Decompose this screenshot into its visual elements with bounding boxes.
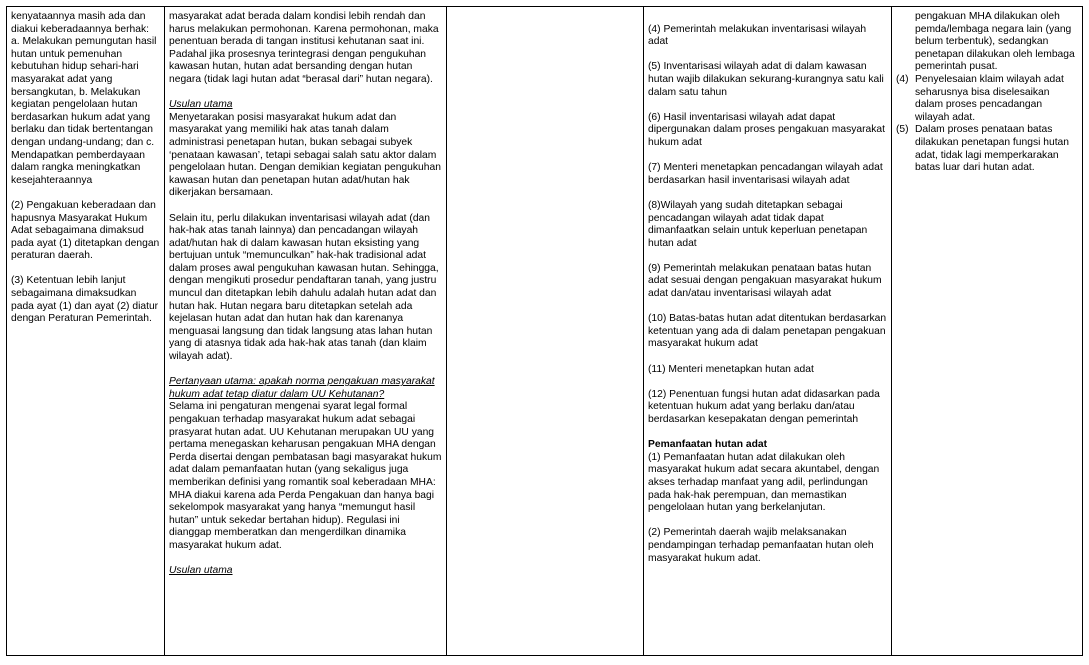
list-item: (9) Pemerintah melakukan penataan batas hutan adat sesuai dengan pengakuan masyarakat hukum adat dan/atau inventarisasi wilayah adat xyxy=(648,262,882,300)
list-item: (6) Hasil inventarisasi wilayah adat dapat dipergunakan dalam proses pengakuan masyarakat hukum adat xyxy=(648,111,885,148)
column-proposal xyxy=(644,7,892,656)
paragraph: (2) Pengakuan keberadaan dan hapusnya Masyarakat Hukum Adat sebagaimana dimaksud pada ayat (1) ditetapkan dengan peraturan daerah. xyxy=(11,199,160,262)
paragraph: Menyetarakan posisi masyarakat hukum adat dan masyarakat yang memiliki hak atas tanah dalam administrasi penetapan hutan, bukan sebagai subyek ‘penataan kawasan’, tetapi sebagai salah satu aktor dalam pengelolaan hutan. Dengan demikian kegiatan pengukuhan kawasan hutan dan penetapan hutan adat/hutan hak dikerjakan bersamaan. xyxy=(169,111,441,199)
list-item: (4) Pemerintah melakukan inventarisasi wilayah adat xyxy=(648,23,867,48)
section-heading: Usulan utama xyxy=(169,99,233,111)
section-heading: Usulan utama xyxy=(169,565,233,577)
column-current-law xyxy=(7,7,165,656)
list-item xyxy=(896,74,1078,124)
paragraph: Selain itu, perlu dilakukan inventarisasi wilayah adat (dan hak-hak atas tanah lainnya) dan pencadangan wilayah adat/hutan hak di dalam kawasan hutan eksisting yang bertujuan untuk “memunculkan” hak-hak tradisional adat dalam proses awal pengukuhan kawasan hutan. Sehingga, dengan mengikuti prosedur pendaftaran tanah, yang justru muncul dan ditetapkan lebih dahulu adalah hutan adat dan hutan hak. Hutan negara baru ditetapkan setelah ada kejelasan hutan adat dan hutan hak dan karenanya menguasai langsung dan tidak langsung atas lahan hutan yang di atasnya tidak ada hak-hak atas tanah (dan klaim wilayah adat). xyxy=(169,212,439,363)
paragraph: pengakuan MHA dilakukan oleh pemda/lembaga negara lain (yang belum terbentuk), sedangkan penetapan dilakukan oleh lembaga pemerintah pusat. xyxy=(915,11,1075,73)
list-item: (10) Batas-batas hutan adat ditentukan berdasarkan ketentuan yang ada di dalam penetapan pengakuan masyarakat hukum adat xyxy=(648,313,887,350)
list-item: (8)Wilayah yang sudah ditetapkan sebagai pencadangan wilayah adat tidak dapat dimanfaatkan selain untuk keperluan penetapan hutan adat xyxy=(648,199,868,249)
paragraph: Selama ini pengaturan mengenai syarat legal formal pengakuan terhadap masyarakat hukum adat sebagai prasyarat hutan adat. UU Kehutanan merupakan UU yang pertama menegaskan keharusan pengakuan MHA dengan Perda disertai dengan pembatasan bagi masyarakat hukum adat dalam pemanfaatan hutan (yang sekaligus juga memberikan definisi yang romantik soal keberadaan MHA: MHA diakui karena ada Perda Pengakuan dan hanya bagi sekelompok masyarakat yang hanya “memungut hasil hutan” untuk sekedar bertahan hidup). Regulasi ini dianggap memberatkan dan mengerdilkan dinamika masyarakat hukum adat. xyxy=(169,401,442,551)
list-number: (5) xyxy=(896,124,909,136)
paragraph: (3) Ketentuan lebih lanjut sebagaimana dimaksudkan pada ayat (1) dan ayat (2) diatur dengan Peraturan Pemerintah. xyxy=(11,275,159,325)
paragraph: masyarakat adat berada dalam kondisi lebih rendah dan harus melakukan permohonan. Karena permohonan, maka penentuan berada di tangan institusi kehutanan saat ini. Padahal jika prosesnya terintegrasi dengan pengukuhan kawasan hutan, hutan adat bersanding dengan hutan negara (tidak lagi hutan adat “berasal dari” hutan negara). xyxy=(169,11,439,85)
list-text: Penyelesaian klaim wilayah adat seharusnya bisa diselesaikan dalam proses pencadangan wilayah adat. xyxy=(915,73,1064,123)
list-item: (2) Pemerintah daerah wajib melaksanakan pendampingan terhadap pemanfaatan hutan oleh masyarakat hukum adat. xyxy=(648,527,874,564)
table-row xyxy=(7,7,1083,656)
numbered-list xyxy=(896,74,1078,175)
column-empty xyxy=(447,7,644,656)
list-item: (7) Menteri menetapkan pencadangan wilayah adat berdasarkan hasil inventarisasi wilayah adat xyxy=(648,162,883,186)
paragraph: kenyataannya masih ada dan diakui keberadaannya berhak: a. Melakukan pemungutan hasil hutan untuk pemenuhan kebutuhan hidup sehari-hari masyarakat adat yang bersangkutan, b. Melakukan kegiatan pengelolaan hutan berdasarkan hukum adat yang berlaku dan tidak bertentangan dengan undang-undang; dan c. Mendapatkan pemberdayaan dalam rangka meningkatkan kesejahteraannya xyxy=(11,11,157,186)
column-notes xyxy=(892,7,1083,656)
list-text: Dalam proses penataan batas dilakukan penetapan fungsi hutan adat, tidak lagi memperkarakan batas luar dari hutan adat. xyxy=(915,124,1070,174)
column-analysis xyxy=(165,7,447,656)
document-table xyxy=(6,6,1083,656)
list-item xyxy=(896,124,1078,174)
list-item: (11) Menteri menetapkan hutan adat xyxy=(648,363,814,375)
list-item: (1) Pemanfaatan hutan adat dilakukan oleh masyarakat hukum adat secara akuntabel, dengan akses terhadap manfaat yang adil, perlindungan pada hak-hak perempuan, dan memastikan pengelolaan hutan yang berkelanjutan. xyxy=(648,451,880,514)
section-heading: Pertanyaan utama: apakah norma pengakuan masyarakat hukum adat tetap diatur dalam UU Kehutanan? xyxy=(169,376,435,400)
list-item: (12) Penentuan fungsi hutan adat didasarkan pada ketentuan hukum adat yang berlaku dan/atau berdasarkan kesepakatan dengan pemerintah xyxy=(648,388,880,425)
list-item: (5) Inventarisasi wilayah adat di dalam kawasan hutan wajib dilakukan sekurang-kurangnya satu kali dalam satu tahun xyxy=(648,61,884,98)
section-heading: Pemanfaatan hutan adat xyxy=(648,439,768,451)
list-number: (4) xyxy=(896,73,909,85)
